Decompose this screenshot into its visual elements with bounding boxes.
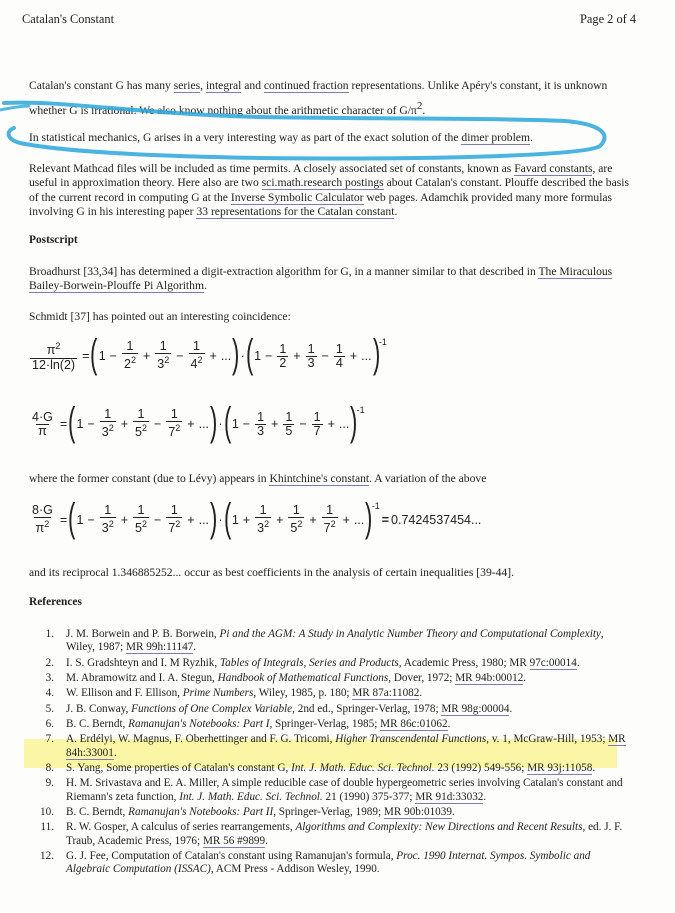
- reference-end: .: [113, 746, 117, 759]
- reference-item: [0, 657, 675, 670]
- reference-number: 3.: [45, 672, 54, 684]
- reference-title: Algorithms and Complexity: New Directions and Recent Results: [295, 821, 583, 834]
- mr-link[interactable]: MR 87a:11082: [352, 687, 420, 700]
- reference-title: Pi and the AGM: A Study in Analytic Number Theory and Computational Complexity: [219, 628, 601, 640]
- reference-item: [0, 718, 675, 731]
- document-title: Catalan's Constant: [22, 12, 115, 26]
- formula-catalan: $\frac{4\cdot G}{\pi}$ = ( 1 − $\frac{1}{3^2}$ + $\frac{1}{5^2}$ − $\frac{1}{7^2}$ + ... ) · ( 1 − $\frac{1}{3}$ + $\frac{1}{5}$ − $\frac{1}{7}$ + ... ) $^{-1}$: [32, 400, 365, 444]
- reference-authors: S. Yang, Some properties of Catalan's constant G,: [66, 761, 292, 774]
- reference-title: Tables of Integrals, Series and Products: [219, 656, 399, 669]
- mr-link[interactable]: MR 56 #9899: [202, 834, 266, 847]
- mr-link[interactable]: MR 84h:33001: [66, 733, 626, 759]
- reference-details: , Springer-Verlag, 1985;: [269, 717, 381, 730]
- reference-details: , Wiley, 1987;: [66, 628, 604, 654]
- dimer-paragraph: In statistical mechanics, G arises in a very interesting way as part of the exact solution of the dimer problem.: [29, 131, 533, 144]
- reference-details: , Wiley, 1985, p. 180;: [253, 687, 353, 700]
- reference-item: [0, 687, 675, 700]
- mr-link[interactable]: MR 91d:33032: [415, 790, 484, 803]
- reference-details: , Dover, 1972;: [388, 672, 456, 684]
- reference-authors: B. C. Berndt,: [66, 717, 129, 730]
- reference-authors: M. Abramowitz and I. A. Stegun,: [66, 672, 218, 684]
- mathcad-paragraph: Relevant Mathcad files will be included as time permits. A closely associated set of constants, known as Favard constants, are useful in approximation theory. Here also are two sci.math.research postings about Catalan's constant. Plouffe described the basis of the current record in computing G at the Inverse Symbolic Calculator web pages. Adamchik provided many more formulas involving G in his interesting paper 33 representations for the Catalan constant.: [29, 162, 629, 219]
- reference-authors: G. J. Fee, Computation of Catalan's constant using Ramanujan's formula,: [66, 849, 397, 862]
- reference-authors: A. Erdélyi, W. Magnus, F. Oberhettinger and F. G. Tricomi,: [66, 733, 336, 746]
- reference-authors: B. C. Berndt,: [66, 805, 129, 818]
- formula-lhs: $\frac{\pi^2}{12\cdot\ln(2)}$: [32, 341, 76, 372]
- reference-title: Functions of One Complex Variable: [131, 702, 293, 715]
- continued-fraction-link[interactable]: continued fraction: [263, 79, 349, 92]
- reference-end: .: [576, 656, 580, 669]
- reference-number: 11.: [40, 821, 54, 834]
- mr-link[interactable]: 97c:00014: [529, 656, 577, 669]
- reference-number: 5.: [45, 702, 54, 715]
- reference-details: , 2nd ed., Springer-Verlag, 1978;: [292, 702, 442, 715]
- reference-number: 2.: [45, 656, 54, 669]
- reference-authors: R. W. Gosper, A calculus of series rearrangements,: [66, 821, 296, 834]
- reference-authors: W. Ellison and F. Ellison,: [66, 687, 183, 700]
- reference-number: 9.: [45, 777, 54, 790]
- reference-title: Int. J. Math. Educ. Sci. Technol.: [291, 761, 435, 774]
- dimer-problem-link[interactable]: dimer problem: [461, 131, 530, 144]
- reference-title: Ramanujan's Notebooks: Part II: [128, 805, 274, 818]
- page-number: Page 2 of 4: [580, 12, 637, 26]
- inverse-symbolic-calculator-link[interactable]: Inverse Symbolic Calculator: [230, 190, 364, 204]
- reference-item: [0, 806, 675, 819]
- reference-title: Int. J. Math. Educ. Sci. Technol.: [179, 790, 323, 803]
- reciprocal-paragraph: and its reciprocal 1.346885252... occur as best coefficients in the analysis of certain inequalities [39-44].: [29, 566, 514, 579]
- mr-link[interactable]: MR 90b:01039: [383, 805, 452, 818]
- bbp-algorithm-link[interactable]: The Miraculous Bailey-Borwein-Plouffe Pi Algorithm: [29, 265, 613, 293]
- integral-link[interactable]: integral: [205, 79, 242, 92]
- reference-item: [0, 762, 675, 775]
- reference-details: 23 (1992) 549-556;: [434, 761, 528, 774]
- reference-authors: H. M. Srivastava and E. A. Miller, A simple reducible case of double hypergeometric series involving Catalan's constant and Riemann's zeta function,: [66, 777, 623, 803]
- reference-details: , v. 1, McGraw-Hill, 1953;: [486, 733, 609, 746]
- reference-item: [0, 850, 675, 877]
- sci-math-research-link[interactable]: sci.math.research postings: [261, 176, 384, 190]
- postscript-heading: Postscript: [29, 234, 78, 246]
- mr-link[interactable]: MR 93j:11058: [527, 761, 593, 774]
- 33-representations-link[interactable]: 33 representations for the Catalan constant: [196, 205, 395, 219]
- reference-item: [0, 777, 675, 804]
- reference-title: Proc. 1990 Internat. Sympos. Symbolic and Algebraic Computation (ISSAC): [66, 849, 591, 876]
- mr-link[interactable]: MR 86c:01062: [380, 717, 448, 730]
- reference-number: 8.: [45, 761, 54, 774]
- reference-details: , ed. J. F. Traub, Academic Press, 1976;: [66, 821, 623, 847]
- intro-paragraph: Catalan's constant G has many series, integral and continued fraction representations. Unlike Apéry's constant, it is unknown whether G is irrational. We also know nothing about the arithmetic character of $G/\pi^2$.: [29, 79, 608, 117]
- reference-authors: I. S. Gradshteyn and I. M Ryzhik,: [66, 656, 220, 669]
- mr-link[interactable]: MR 99h:11147: [126, 641, 194, 654]
- schmidt-paragraph: Schmidt [37] has pointed out an interesting coincidence:: [29, 310, 291, 323]
- reference-end: .: [592, 761, 596, 774]
- reference-number: 1.: [45, 628, 54, 640]
- reference-authors: J. M. Borwein and P. B. Borwein,: [66, 628, 220, 640]
- mr-link[interactable]: MR 94b:00012: [455, 672, 524, 684]
- reference-end: .: [419, 687, 423, 700]
- references-heading: References: [29, 596, 82, 608]
- reference-title: Handbook of Mathematical Functions: [217, 672, 389, 684]
- reference-item: [0, 703, 675, 716]
- formula-levy: $\frac{\pi^2}{12\cdot\ln(2)}$ = ( 1 − $\frac{1}{2^2}$ + $\frac{1}{3^2}$ − $\frac{1}{4^2}$ + ... ) · ( 1 − $\frac{1}{2}$ + $\frac{1}{3}$ − $\frac{1}{4}$ + ... ) $^{-1}$: [32, 332, 387, 376]
- levy-paragraph: where the former constant (due to Lévy) appears in Khintchine's constant. A variation of the above: [29, 472, 487, 485]
- favard-constants-link[interactable]: Favard constants: [514, 162, 593, 175]
- reference-details: , Springer-Verlag, 1989;: [273, 805, 384, 818]
- reference-number: 4.: [45, 687, 54, 700]
- reference-item: [0, 628, 675, 655]
- formula-lhs: $\frac{4\cdot G}{\pi}$: [32, 409, 53, 438]
- reference-number: 7.: [45, 733, 54, 746]
- reference-end: .: [265, 834, 268, 847]
- broadhurst-paragraph: Broadhurst [33,34] has determined a digit-extraction algorithm for G, in a manner similar to that described in The Miraculous Bailey-Borwein-Plouffe Pi Algorithm.: [29, 265, 613, 293]
- references-list: [0, 628, 675, 879]
- reference-end: .: [523, 672, 527, 684]
- reference-title: Prime Numbers: [182, 687, 254, 700]
- reference-end: .: [447, 717, 451, 730]
- reference-item: [0, 821, 675, 848]
- reference-details: 21 (1990) 375-377;: [322, 790, 416, 803]
- reference-end: .: [509, 702, 513, 715]
- series-link[interactable]: series: [173, 79, 201, 92]
- reference-item: [0, 672, 675, 685]
- reference-title: Higher Transcendental Functions: [335, 733, 487, 746]
- reference-title: Ramanujan's Notebooks: Part I: [128, 717, 270, 730]
- formula-variation: $\frac{8\cdot G}{\pi^2}$ = ( 1 − $\frac{1}{3^2}$ + $\frac{1}{5^2}$ − $\frac{1}{7^2}$ + ... ) · ( 1 + $\frac{1}{3^2}$ + $\frac{1}{5^2}$ + $\frac{1}{7^2}$ + ... ) $^{-1}$ = 0.7424537454...: [32, 496, 482, 540]
- reference-details: , ACM Press - Addison Wesley, 1990.: [210, 863, 380, 876]
- reference-details: , Academic Press, 1980; MR: [398, 656, 530, 669]
- reference-number: 10.: [40, 805, 54, 818]
- mr-link[interactable]: MR 98g:00004: [441, 702, 510, 715]
- pi-exponent: 2: [416, 100, 423, 112]
- reference-item: [0, 733, 675, 760]
- formula-result: 0.7424537454...: [391, 513, 482, 527]
- formula-lhs: $\frac{8\cdot G}{\pi^2}$: [32, 503, 53, 536]
- reference-number: 6.: [45, 717, 54, 730]
- reference-end: .: [193, 641, 197, 654]
- khintchine-constant-link[interactable]: Khintchine's constant: [269, 472, 370, 485]
- reference-end: .: [451, 805, 455, 818]
- reference-number: 12.: [40, 849, 54, 862]
- reference-end: .: [483, 790, 487, 803]
- reference-authors: J. B. Conway,: [66, 702, 132, 715]
